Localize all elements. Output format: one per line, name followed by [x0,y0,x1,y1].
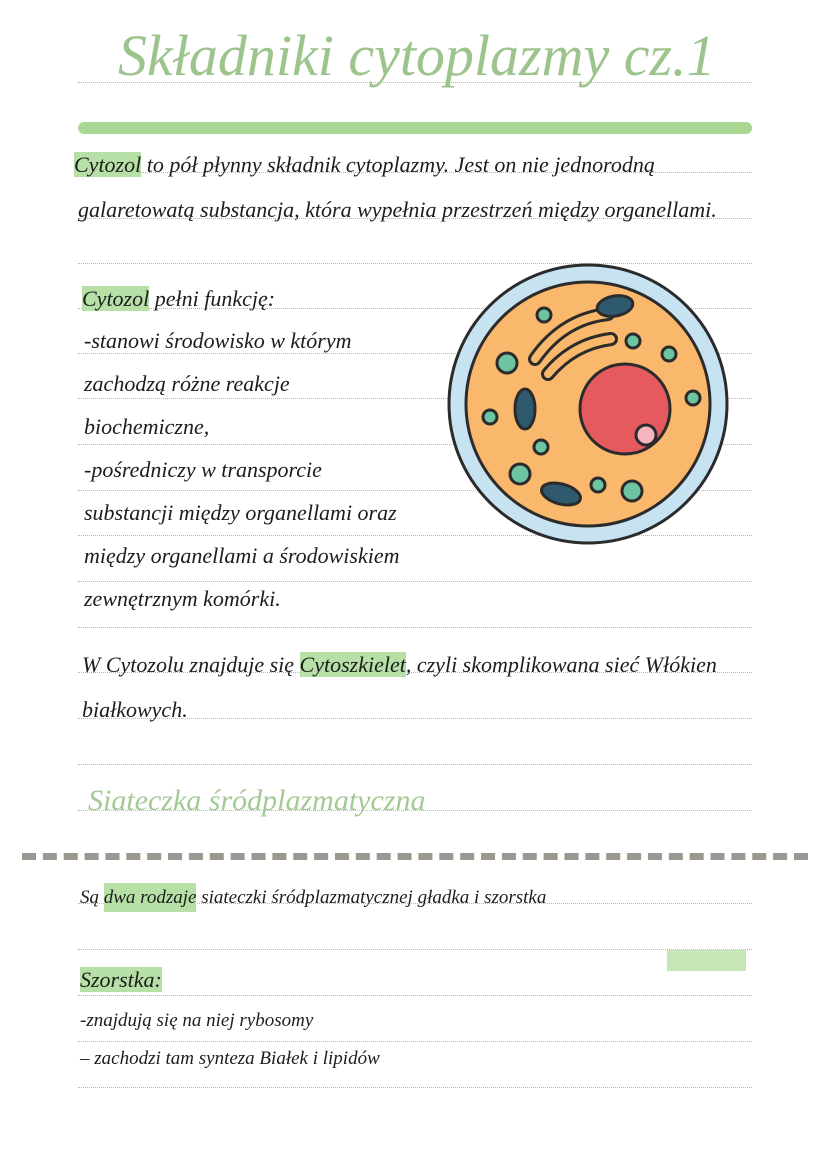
title-underline-bar [78,122,752,134]
rule-line [78,581,752,582]
rule-line [78,949,752,950]
function-line: zewnętrznym komórki. [84,586,281,611]
intro-line-1 [74,154,655,176]
section-title: Siateczka śródplazmatyczna [88,784,426,817]
highlight-term: dwa rodzaje [104,883,197,912]
highlight-term: Szorstka: [80,967,162,992]
function-line: zachodzą różne reakcje [84,371,290,396]
function-line: substancji między organellami oraz [84,500,397,525]
text: , czyli skomplikowana sieć Włókien [405,652,717,677]
functions-heading [82,288,275,310]
intro-line-2: galaretowatą substancja, która wypełnia przestrzeń między organellami. [78,197,717,222]
rough-line: -znajdują się na niej rybosomy [80,1010,314,1031]
text: Są [80,887,104,908]
highlight-term: Cytozol [82,286,150,311]
cytoskeleton-line-1 [82,654,717,676]
cell-illustration [443,259,733,549]
er-types-line [80,888,546,907]
text: W Cytozolu znajduje się [82,652,300,677]
function-line: -pośredniczy w transporcie [84,457,322,482]
highlight-term: Cytozol [74,152,142,177]
page-title: Składniki cytoplazmy cz.1 [118,23,716,88]
rule-line [78,82,752,83]
rough-line: – zachodzi tam synteza Białek i lipidów [80,1048,380,1069]
text: siateczki śródplazmatycznej gładka i szorstka [196,887,547,908]
section-divider [22,853,808,860]
rough-heading [80,969,162,991]
cytoskeleton-line-2: białkowych. [82,697,188,722]
text: to pół płynny składnik cytoplazmy. Jest on nie jednorodną [141,152,655,177]
highlight-mark [667,950,746,971]
rule-line [78,1087,752,1088]
rule-line [78,627,752,628]
highlight-term: Cytoszkielet [299,652,406,677]
function-line: biochemiczne, [84,414,210,439]
rule-line [78,764,752,765]
function-line: między organellami a środowiskiem [84,543,400,568]
rule-line [78,995,752,996]
text: pełni funkcję: [149,286,276,311]
function-line: -stanowi środowisko w którym [84,328,352,353]
rule-line [78,1041,752,1042]
